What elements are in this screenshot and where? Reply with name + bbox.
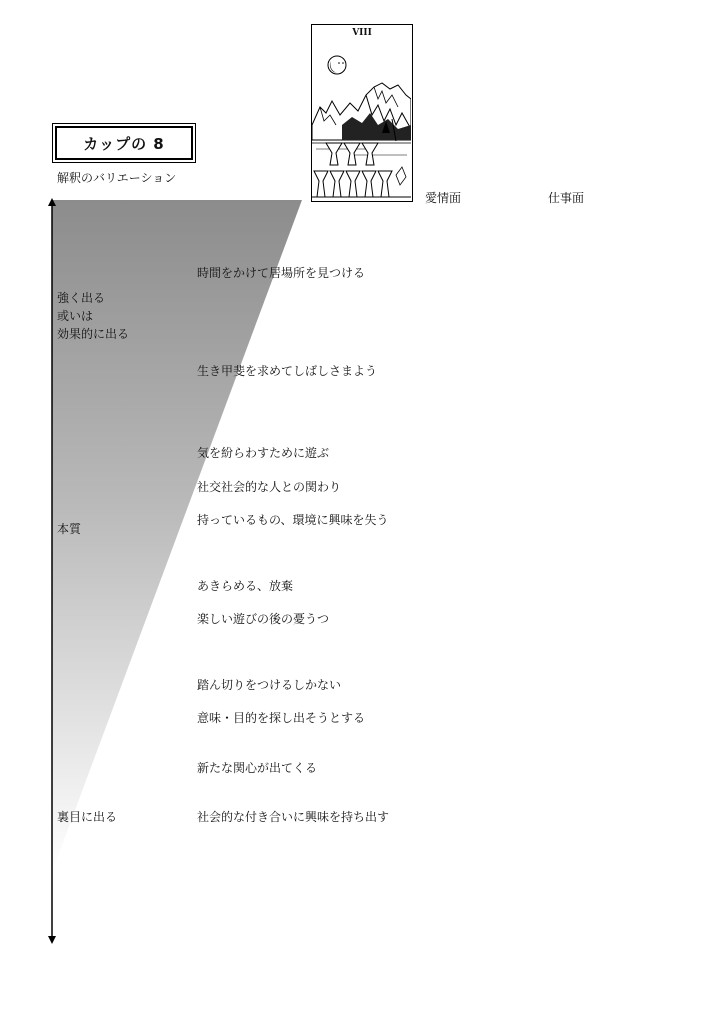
level-essence: 本質 bbox=[57, 522, 82, 536]
level-strong-line-3: 効果的に出る bbox=[57, 327, 130, 341]
card-roman-numeral: VIII bbox=[352, 28, 372, 38]
interpretation-item: 踏ん切りをつけるしかない bbox=[197, 678, 342, 692]
interpretation-item: 生き甲斐を求めてしばしさまよう bbox=[197, 364, 378, 378]
interpretation-item: 時間をかけて居場所を見つける bbox=[197, 266, 366, 280]
tarot-card-image bbox=[311, 24, 413, 202]
interpretation-item: 持っているもの、環境に興味を失う bbox=[197, 513, 389, 527]
card-title-box bbox=[55, 126, 193, 160]
column-header-work: 仕事面 bbox=[548, 191, 585, 205]
interpretation-item: 新たな関心が出てくる bbox=[197, 761, 318, 775]
subtitle: 解釈のバリエーション bbox=[57, 171, 177, 185]
level-strong-line-2: 或いは bbox=[57, 309, 94, 323]
interpretation-item: 社交社会的な人との関わり bbox=[197, 480, 342, 494]
card-title: カップの 8 bbox=[83, 134, 165, 153]
level-reverse: 裏目に出る bbox=[57, 810, 118, 824]
interpretation-item: 気を紛らわすために遊ぶ bbox=[197, 446, 330, 460]
level-strong bbox=[57, 289, 129, 343]
column-header-love: 愛情面 bbox=[425, 191, 462, 205]
interpretation-item: 社会的な付き合いに興味を持ち出す bbox=[197, 810, 390, 824]
interpretation-item: あきらめる、放棄 bbox=[197, 579, 294, 593]
interpretation-item: 楽しい遊びの後の憂うつ bbox=[197, 612, 330, 626]
tarot-card-illustration bbox=[312, 25, 411, 200]
interpretation-item: 意味・目的を探し出そうとする bbox=[197, 711, 366, 725]
level-strong-line-1: 強く出る bbox=[57, 291, 106, 305]
